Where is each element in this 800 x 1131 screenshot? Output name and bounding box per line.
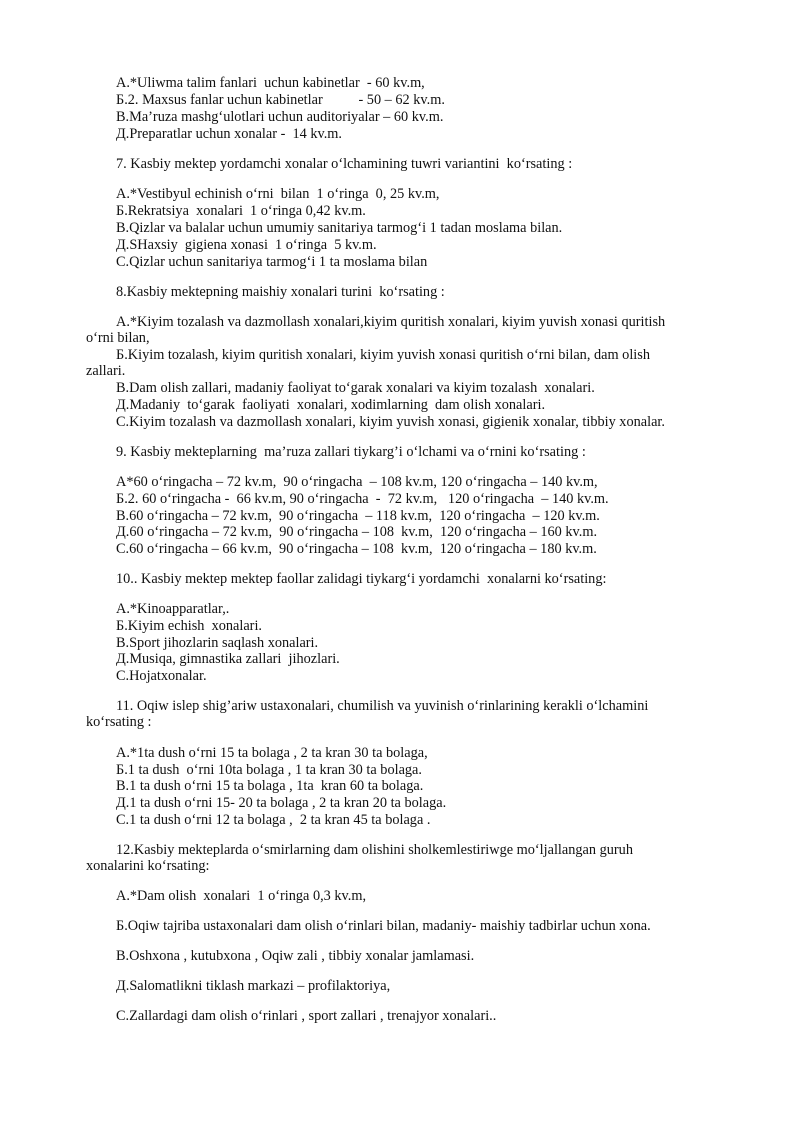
question-11: 11. Oqiw islep shig’ariw ustaxonalari, chumilish va yuvinish oʻrinlarining kerakli oʻlchamini: [116, 698, 649, 714]
q8-option-a-continued: oʻrni bilan,: [86, 330, 150, 346]
question-8: 8.Kasbiy mektepning maishiy xonalari turini koʻrsating :: [116, 284, 445, 300]
q8-option-c: C.Kiyim tozalash va dazmollash xonalari, kiyim yuvish xonasi, gigienik xonalar, tibbiy xonalar.: [116, 414, 665, 430]
q11-option-a: A.*1ta dush oʻrni 15 ta bolaga , 2 ta kran 30 ta bolaga,: [116, 745, 428, 761]
q9-option-d: Д.60 oʻringacha – 72 kv.m, 90 oʻringacha – 108 kv.m, 120 oʻringacha – 160 kv.m.: [116, 524, 598, 540]
answer-option-a: A.*Uliwma talim fanlari uchun kabinetlar - 60 kv.m,: [116, 75, 425, 91]
q12-option-a: A.*Dam olish xonalari 1 oʻringa 0,3 kv.m,: [116, 888, 367, 904]
question-12-continued: xonalarini koʻrsating:: [86, 858, 210, 874]
q11-option-c: C.1 ta dush oʻrni 12 ta bolaga , 2 ta kran 45 ta bolaga .: [116, 812, 431, 828]
q8-option-d: Д.Madaniy toʻgarak faoliyati xonalari, xodimlarning dam olish xonalari.: [116, 397, 546, 413]
answer-option-b: Б.2. Maxsus fanlar uchun kabinetlar - 50 – 62 kv.m.: [116, 92, 445, 108]
q12-option-c: C.Zallardagi dam olish oʻrinlari , sport zallari , trenajyor xonalari..: [116, 1008, 497, 1024]
q10-option-d: Д.Musiqa, gimnastika zallari jihozlari.: [116, 651, 340, 667]
q8-option-b-continued: zallari.: [86, 363, 126, 379]
question-9: 9. Kasbiy mekteplarning ma’ruza zallari tiykarg’i oʻlchami va oʻrnini koʻrsating :: [116, 444, 586, 460]
q9-option-c: C.60 oʻringacha – 66 kv.m, 90 oʻringacha – 108 kv.m, 120 oʻringacha – 180 kv.m.: [116, 541, 597, 557]
q7-option-d: Д.SHaxsiy gigiena xonasi 1 oʻringa 5 kv.m.: [116, 237, 377, 253]
q9-option-b: Б.2. 60 oʻringacha - 66 kv.m, 90 oʻringacha - 72 kv.m, 120 oʻringacha – 140 kv.m.: [116, 491, 609, 507]
q10-option-a: A.*Kinoapparatlar,.: [116, 601, 230, 617]
q9-option-a: A*60 oʻringacha – 72 kv.m, 90 oʻringacha – 108 kv.m, 120 oʻringacha – 140 kv.m,: [116, 474, 598, 490]
question-11-continued: koʻrsating :: [86, 714, 152, 730]
q8-option-b: Б.Kiyim tozalash, kiyim quritish xonalari, kiyim yuvish xonasi quritish oʻrni bilan, dam olish: [116, 347, 650, 363]
q7-option-v: B.Qizlar va balalar uchun umumiy sanitariya tarmogʻi 1 tadan moslama bilan.: [116, 220, 563, 236]
q10-option-b: Б.Kiyim echish xonalari.: [116, 618, 262, 634]
q12-option-v: B.Oshxona , kutubxona , Oqiw zali , tibbiy xonalar jamlamasi.: [116, 948, 475, 964]
question-10: 10.. Kasbiy mektep mektep faollar zalidagi tiykargʻi yordamchi xonalarni koʻrsating:: [116, 571, 607, 587]
q8-option-v: B.Dam olish zallari, madaniy faoliyat toʻgarak xonalari va kiyim tozalash xonalari.: [116, 380, 595, 396]
q12-option-d: Д.Salomatlikni tiklash markazi – profilaktoriya,: [116, 978, 391, 994]
q11-option-v: B.1 ta dush oʻrni 15 ta bolaga , 1ta kran 60 ta bolaga.: [116, 778, 424, 794]
question-7: 7. Kasbiy mektep yordamchi xonalar oʻlchamining tuwri variantini koʻrsating :: [116, 156, 573, 172]
q7-option-c: C.Qizlar uchun sanitariya tarmogʻi 1 ta moslama bilan: [116, 254, 428, 270]
q12-option-b: Б.Oqiw tajriba ustaxonalari dam olish oʻrinlari bilan, madaniy- maishiy tadbirlar uchun xona.: [116, 918, 651, 934]
answer-option-v: B.Ma’ruza mashgʻulotlari uchun auditoriyalar – 60 kv.m.: [116, 109, 444, 125]
q11-option-d: Д.1 ta dush oʻrni 15- 20 ta bolaga , 2 ta kran 20 ta bolaga.: [116, 795, 447, 811]
q8-option-a: A.*Kiyim tozalash va dazmollash xonalari,kiyim quritish xonalari, kiyim yuvish xonasi quritish: [116, 314, 666, 330]
q11-option-b: Б.1 ta dush oʻrni 10ta bolaga , 1 ta kran 30 ta bolaga.: [116, 762, 422, 778]
question-12: 12.Kasbiy mekteplarda oʻsmirlarning dam olishini sholkemlestiriwge moʻljallangan guruh: [116, 842, 633, 858]
q9-option-v: B.60 oʻringacha – 72 kv.m, 90 oʻringacha – 118 kv.m, 120 oʻringacha – 120 kv.m.: [116, 508, 600, 524]
q10-option-c: C.Hojatxonalar.: [116, 668, 207, 684]
q10-option-v: B.Sport jihozlarin saqlash xonalari.: [116, 635, 319, 651]
answer-option-d: Д.Preparatlar uchun xonalar - 14 kv.m.: [116, 126, 342, 142]
q7-option-b: Б.Rekratsiya xonalari 1 oʻringa 0,42 kv.m.: [116, 203, 366, 219]
q7-option-a: A.*Vestibyul echinish oʻrni bilan 1 oʻringa 0, 25 kv.m,: [116, 186, 440, 202]
